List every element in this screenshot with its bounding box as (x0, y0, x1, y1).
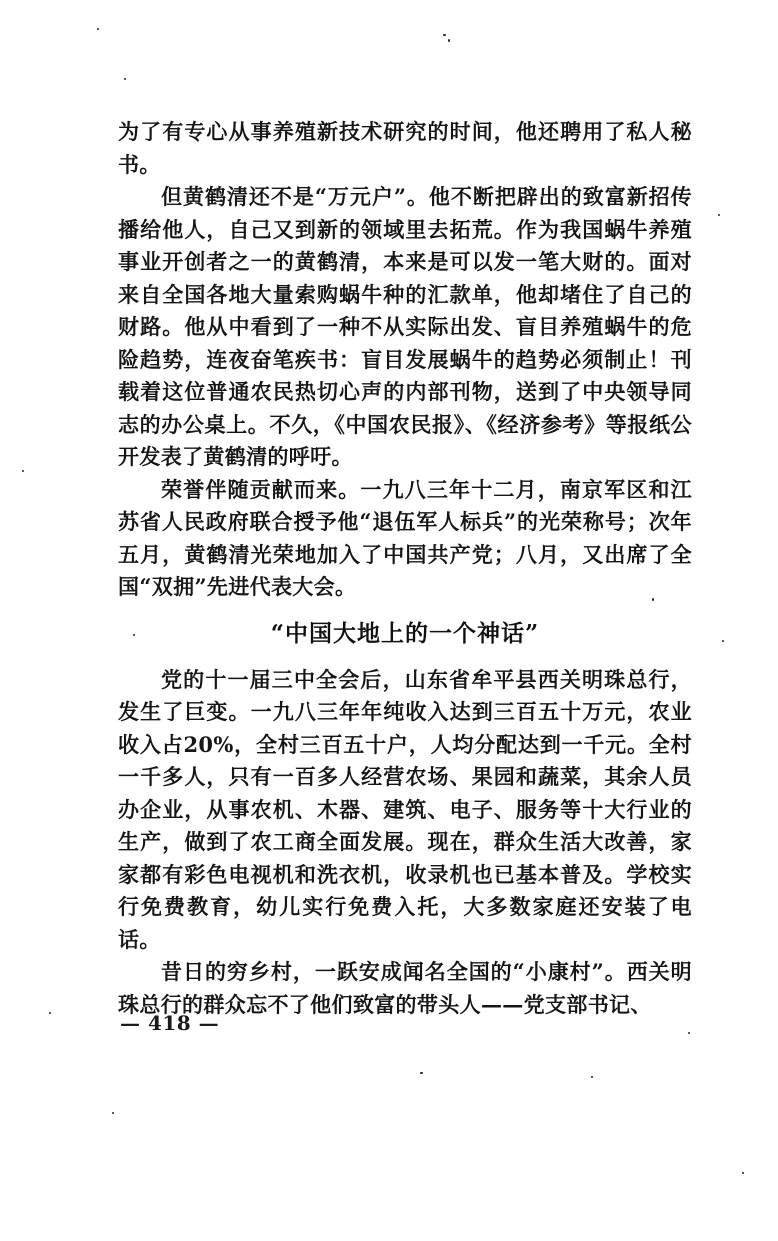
scan-speck (742, 1172, 744, 1174)
scan-speck (718, 214, 720, 216)
page-number: — 418 — (120, 1011, 220, 1035)
scan-speck (22, 470, 24, 472)
scan-speck (688, 1032, 690, 1034)
scan-speck (133, 634, 135, 636)
paragraph-3: 荣誉伴随贡献而来。一九八三年十二月，南京军区和江苏省人民政府联合授予他“退伍军人标兵”的光荣称号；次年五月，黄鹤清光荣地加入了中国共产党；八月，又出席了全国“双拥”先进代表大会。 (118, 476, 692, 599)
scan-speck (448, 39, 450, 42)
scan-speck (652, 598, 654, 601)
scan-speck (591, 1076, 593, 1078)
paragraph-1: 为了有专心从事养殖新技术研究的时间，他还聘用了私人秘书。 (118, 119, 692, 177)
scan-speck (722, 640, 724, 642)
paragraph-2: 但黄鹤清还不是“万元户”。他不断把辟出的致富新招传播给他人，自己又到新的领域里去拓荒。作为我国蜗牛养殖事业开创者之一的黄鹤清，本来是可以发一笔大财的。面对来自全国各地大量索购蜗牛种的汇款单，他却堵住了自己的财路。他从中看到了一种不从实际出发、盲目养殖蜗牛的危险趋势，连夜奋笔疾书：盲目发展蜗牛的趋势必须制止！刊载着这位普通农民热切心声的内部刊物，送到了中央领导同志的办公桌上。不久，《中国农民报》、《经济参考》等报纸公开发表了黄鹤清的呼吁。 (118, 184, 692, 469)
scan-speck (49, 1012, 51, 1014)
page-text-body (118, 116, 692, 1021)
section-heading: “中国大地上的一个神话” (270, 619, 540, 647)
paragraph-4: 党的十一届三中全会后，山东省牟平县西关明珠总行，发生了巨变。一九八三年年纯收入达到三百五十万元，农业收入占20%，全村三百五十户，人均分配达到一千元。全村一千多人，只有一百多人经营农场、果园和蔬菜，其余人员办企业，从事农机、木器、建筑、电子、服务等十大行业的生产，做到了农工商全面发展。现在，群众生活大改善，家家都有彩色电视机和洗衣机，收录机也已基本普及。学校实行免费教育，幼儿实行免费入托，大多数家庭还安装了电话。 (118, 666, 692, 952)
scan-speck (112, 1112, 114, 1114)
scan-speck (420, 1072, 423, 1074)
scan-speck (443, 34, 446, 36)
scan-speck (124, 78, 126, 80)
paragraph-5: 昔日的穷乡村，一跃安成闻名全国的“小康村”。西关明珠总行的群众忘不了他们致富的带头人——党支部书记、 (118, 959, 692, 1017)
scan-speck (97, 28, 99, 30)
